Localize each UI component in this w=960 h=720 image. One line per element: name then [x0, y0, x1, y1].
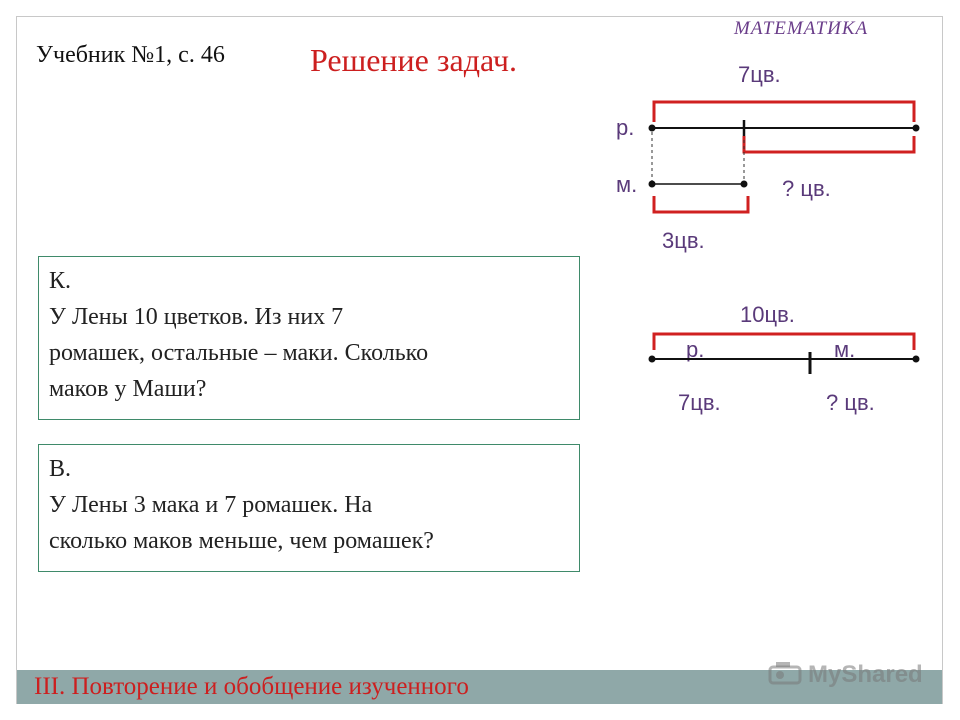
projector-icon — [768, 661, 802, 689]
row2-label: м. — [616, 172, 638, 197]
diagram1-bottom-label: 3цв. — [662, 228, 705, 253]
subject-label: МАТЕМАТИКА — [734, 18, 869, 39]
segment-point — [649, 356, 656, 363]
diagram1-top-label: 7цв. — [738, 62, 781, 87]
segment-point — [741, 181, 748, 188]
right-segment-label: м. — [834, 337, 856, 362]
bottom-brace — [654, 196, 748, 212]
task-id: В. — [49, 456, 72, 482]
segment-point — [913, 125, 920, 132]
left-segment-label: р. — [686, 337, 705, 362]
row1-label: р. — [616, 115, 635, 140]
textbook-reference: Учебник №1, с. 46 — [36, 42, 225, 68]
difference-brace — [744, 136, 914, 152]
segment-point — [913, 356, 920, 363]
diagram2-top-label: 10цв. — [740, 302, 795, 327]
watermark-text: MyShared — [808, 661, 923, 688]
top-brace — [654, 102, 914, 122]
footer-section-title: III. Повторение и обобщение изученного — [34, 673, 469, 700]
right-value-label: ? цв. — [826, 390, 875, 415]
watermark — [768, 658, 923, 692]
segment-point — [649, 125, 656, 132]
difference-label: ? цв. — [782, 176, 831, 201]
diagram-1 — [616, 62, 920, 253]
task-text-line: У Лены 3 мака и 7 ромашек. На — [49, 492, 373, 518]
slide-title: Решение задач. — [310, 42, 518, 78]
diagram-2 — [649, 302, 920, 415]
segment-point — [649, 181, 656, 188]
task-id: К. — [49, 268, 72, 294]
task-text-line: ромашек, остальные – маки. Сколько — [49, 340, 429, 366]
left-value-label: 7цв. — [678, 390, 721, 415]
task-text-line: маков у Маши? — [49, 376, 207, 402]
task-text-line: У Лены 10 цветков. Из них 7 — [49, 304, 344, 330]
task-text-line: сколько маков меньше, чем ромашек? — [49, 528, 434, 554]
